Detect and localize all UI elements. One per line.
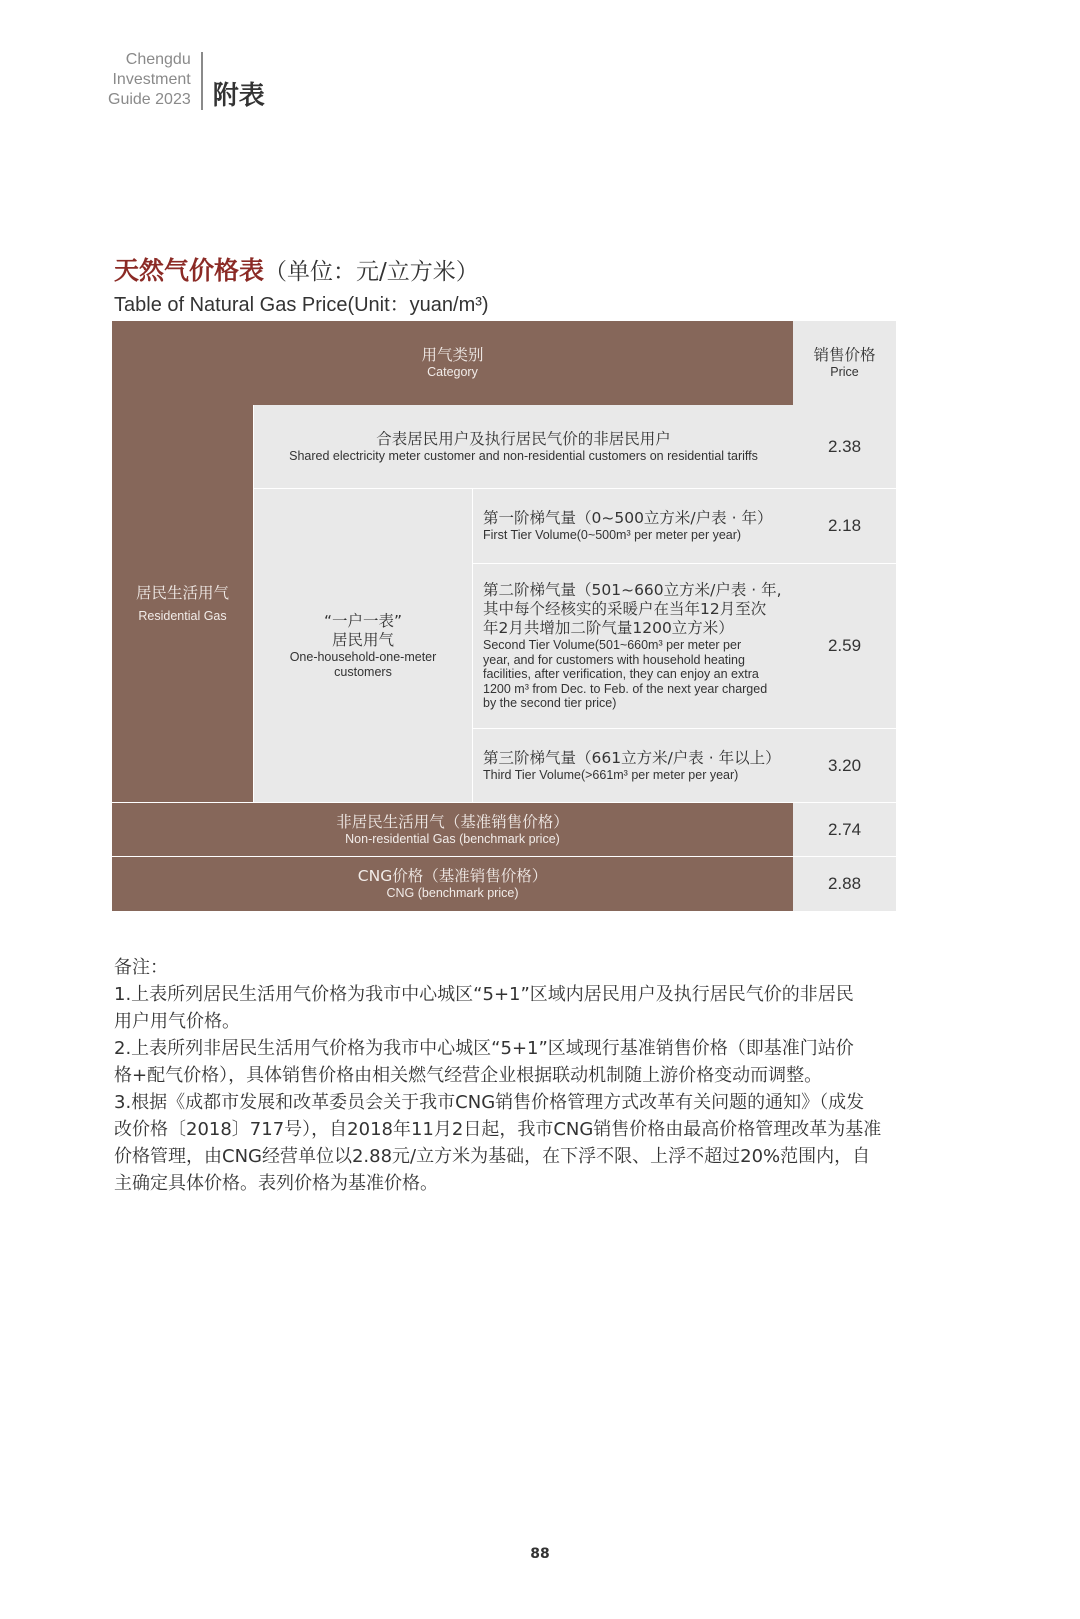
tier2-en-3: facilities, after verification, they can enjoy an extra (483, 667, 759, 682)
shared-cn: 合表居民用户及执行居民气价的非居民用户 (376, 429, 671, 448)
tier2-en-2: year, and for customers with household heating (483, 652, 745, 667)
brand-block (108, 50, 191, 110)
tier1-cn: 第一阶梯气量（0~500立方米/户表 · 年） (483, 509, 773, 528)
nonres-price-cell (793, 803, 896, 856)
header-price-cell (793, 321, 896, 405)
tier2-en-1: Second Tier Volume(501~660m³ per meter per (483, 638, 742, 653)
tier1-cell (473, 489, 793, 563)
residential-en: Residential Gas (138, 608, 227, 623)
brand-line-2: Investment (112, 71, 191, 88)
note-1-line-2: 用户用气价格。 (114, 1011, 240, 1032)
header-category-en: Category (427, 365, 478, 380)
tier2-cn-3: 年2月共增加二阶气量1200立方米） (483, 619, 734, 638)
note-3-line-4: 主确定具体价格。表列价格为基准价格。 (114, 1173, 438, 1194)
section-tag: 附表 (212, 81, 265, 111)
tier3-cell (473, 729, 793, 802)
tier1-price: 2.18 (827, 516, 862, 535)
tier3-price: 3.20 (827, 755, 862, 775)
note-3-line-1: 3.根据《成都市发展和改革委员会关于我市CNG销售价格管理方式改革有关问题的通知》（成发 (114, 1092, 865, 1113)
shared-en: Shared electricity meter customer and non-residential customers on residential tariffs (289, 448, 758, 463)
page-header (108, 50, 265, 110)
non-residential-cell (112, 803, 793, 856)
ohom-en-2: customers (334, 664, 392, 679)
tier3-price-cell (793, 729, 896, 802)
notes-label: 备注： (114, 957, 168, 978)
cng-price-cell (793, 857, 896, 911)
cng-cell (112, 857, 793, 911)
header-category-cn: 用气类别 (421, 346, 484, 365)
cng-en: CNG (benchmark price) (386, 886, 519, 901)
shared-meter-cell (254, 405, 793, 488)
tier3-cn: 第三阶梯气量（661立方米/户表 · 年以上） (483, 748, 781, 767)
note-2-line-1: 2.上表所列非居民生活用气价格为我市中心城区“5+1”区域现行基准销售价格（即基准门站价 (114, 1038, 854, 1059)
header-price-en: Price (830, 365, 859, 380)
notes-section (114, 954, 914, 1197)
residential-cn: 居民生活用气 (135, 583, 229, 602)
shared-price-cell (793, 405, 896, 488)
tier1-price-cell (793, 489, 896, 563)
tier2-cell (473, 564, 793, 728)
table-title-cn (114, 251, 479, 287)
page-number: 88 (530, 1546, 550, 1562)
cng-cn: CNG价格（基准销售价格） (357, 867, 548, 886)
brand-line-1: Chengdu (125, 51, 191, 68)
tier2-en-4: 1200 m³ from Dec. to Feb. of the next year charged (483, 681, 768, 696)
nonres-price: 2.74 (827, 819, 862, 839)
shared-price: 2.38 (827, 436, 862, 456)
tier3-en: Third Tier Volume(>661m³ per meter per year) (483, 767, 739, 782)
note-3-line-3: 价格管理，由CNG经营单位以2.88元/立方米为基础，在下浮不限、上浮不超过20%范围内，自 (114, 1146, 871, 1167)
cng-price: 2.88 (827, 874, 862, 893)
one-household-one-meter-cell (254, 489, 472, 802)
table-title-main: 天然气价格表 (114, 256, 265, 285)
tier2-cn-2: 其中每个经核实的采暖户在当年12月至次 (483, 600, 767, 619)
residential-gas-cell (112, 405, 253, 802)
tier2-price: 2.59 (827, 636, 862, 655)
header-price-cn: 销售价格 (813, 346, 876, 365)
table-title-unit: （单位：元/立方米） (264, 259, 479, 285)
nonres-cn: 非居民生活用气（基准销售价格） (336, 812, 569, 831)
note-1-line-1: 1.上表所列居民生活用气价格为我市中心城区“5+1”区域内居民用户及执行居民气价的非居民 (114, 984, 854, 1005)
tier2-price-cell (793, 564, 896, 728)
header-category-cell (112, 321, 793, 405)
ohom-cn-1: “一户一表” (323, 612, 403, 630)
ohom-cn-2: 居民用气 (331, 631, 394, 649)
header-divider (201, 52, 203, 110)
note-2-line-2: 格+配气价格），具体销售价格由相关燃气经营企业根据联动机制随上游价格变动而调整。 (114, 1065, 823, 1086)
table-title-en: Table of Natural Gas Price(Unit：yuan/m³) (114, 294, 489, 316)
note-3-line-2: 改价格〔2018〕717号），自2018年11月2日起，我市CNG销售价格由最高价格管理改革为基准 (114, 1119, 882, 1140)
tier2-en-5: by the second tier price) (483, 696, 617, 711)
tier1-en: First Tier Volume(0~500m³ per meter per year) (483, 528, 742, 543)
ohom-en-1: One-household-one-meter (289, 650, 437, 664)
tier2-cn-1: 第二阶梯气量（501~660立方米/户表 · 年, (483, 581, 782, 600)
nonres-en: Non-residential Gas (benchmark price) (345, 831, 560, 846)
brand-line-3: Guide 2023 (108, 91, 191, 108)
